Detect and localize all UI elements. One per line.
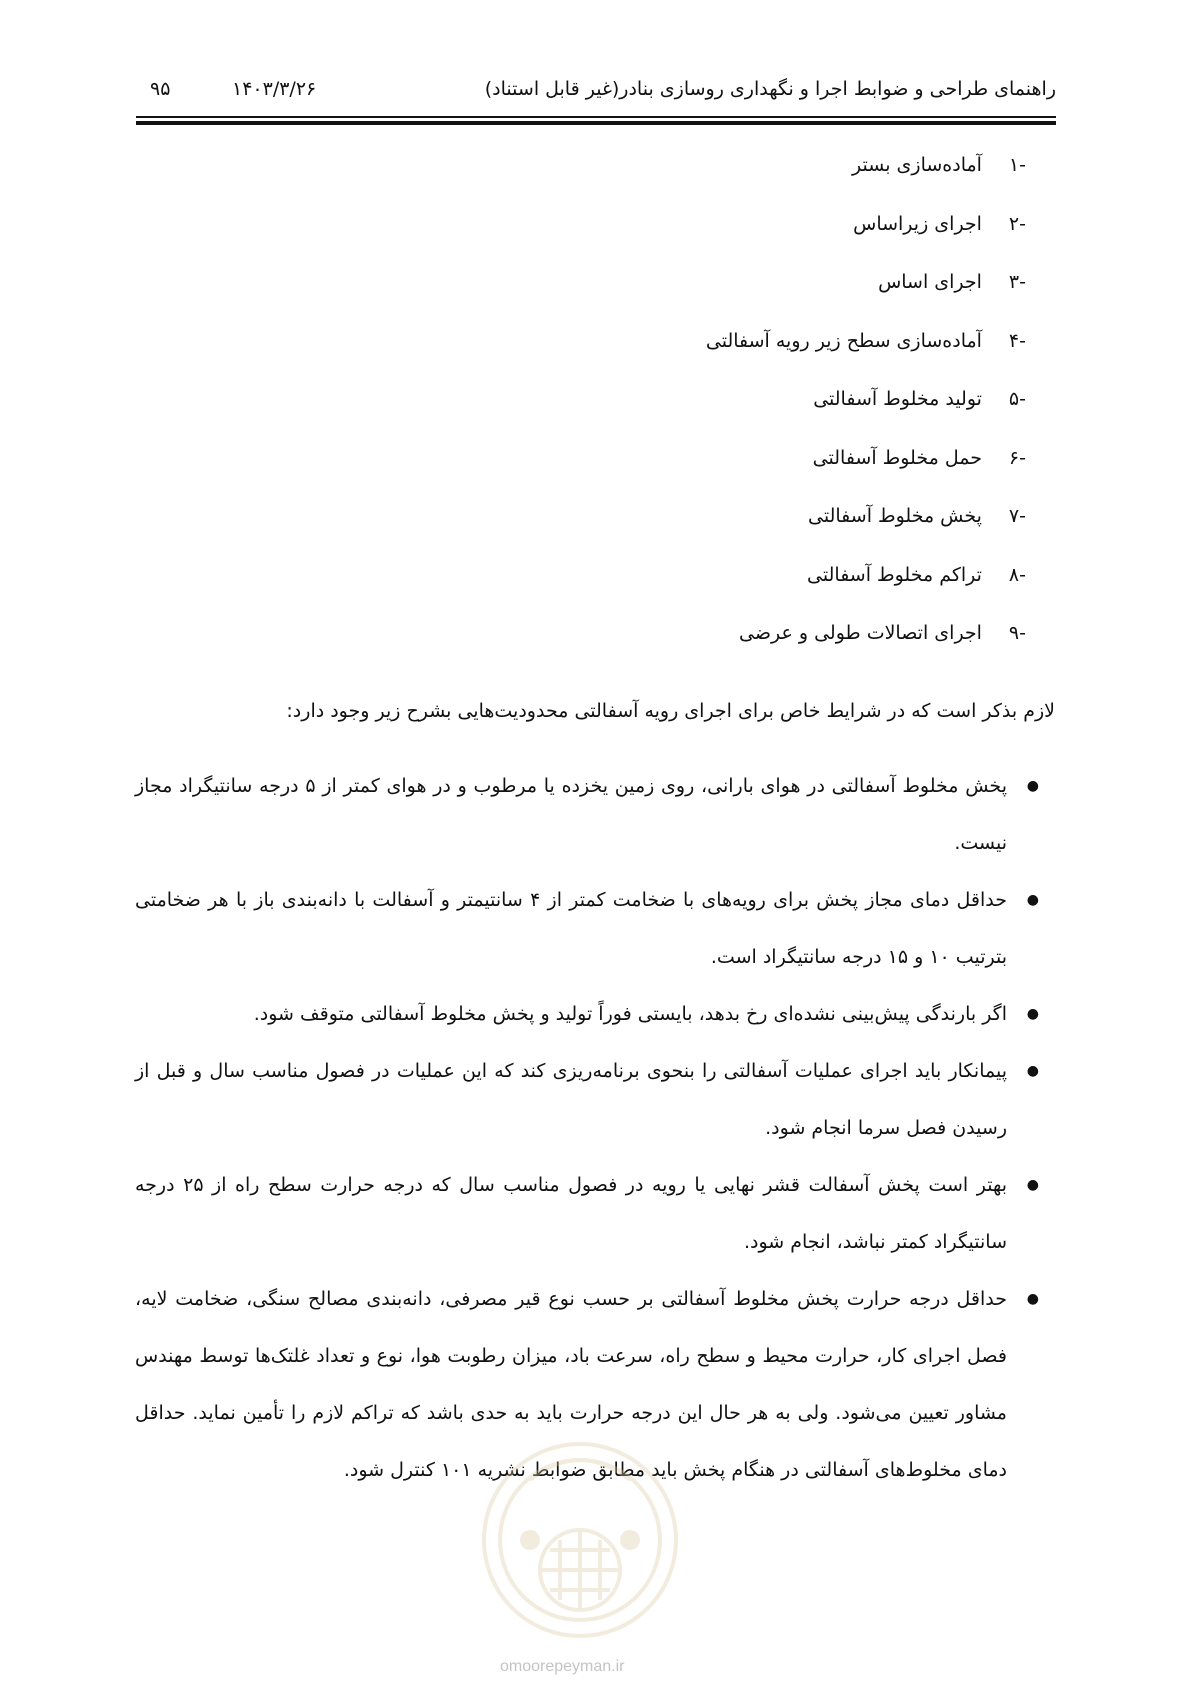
bullet-text: حداقل دمای مجاز پخش برای رویه‌های با ضخامت کمتر از ۴ سانتیمتر و آسفالت با دانه‌بندی باز با هر ضخامتی بترتیب ۱۰ و ۱۵ درجه سانتیگراد است. <box>135 889 1007 968</box>
construction-steps-list <box>426 148 1026 675</box>
header-rule-thick <box>136 121 1056 125</box>
bullet-text: پیمانکار باید اجرای عملیات آسفالتی را بنحوی برنامه‌ریزی کند که این عملیات در فصول مناسب سال و قبل از رسیدن فصل سرما انجام شود. <box>135 1060 1007 1139</box>
step-number: -۲ <box>1008 212 1026 235</box>
step-text: آماده‌سازی بستر <box>852 154 982 176</box>
list-item <box>135 986 1055 1043</box>
step-text: اجرای زیراساس <box>853 212 982 235</box>
step-item <box>426 148 1026 207</box>
step-item <box>426 441 1026 500</box>
bullet-icon: ● <box>1026 778 1039 794</box>
step-item <box>426 499 1026 558</box>
step-text: اجرای اتصالات طولی و عرضی <box>739 622 982 644</box>
step-number: -۵ <box>1008 388 1026 410</box>
bullet-icon: ● <box>1026 1177 1039 1193</box>
header-title: راهنمای طراحی و ضوابط اجرا و نگهداری روسازی بنادر(غیر قابل استناد) <box>484 78 1056 100</box>
step-text: تراکم مخلوط آسفالتی <box>807 563 982 586</box>
header-page-number: ۹۵ <box>150 78 171 100</box>
bullet-icon: ● <box>1026 1063 1039 1079</box>
bullet-text: بهتر است پخش آسفالت قشر نهایی یا رویه در فصول مناسب سال که درجه حرارت سطح راه از ۲۵ درجه سانتیگراد کمتر نباشد، انجام شود. <box>135 1174 1008 1253</box>
list-item <box>135 872 1055 986</box>
page-header <box>136 74 1056 114</box>
step-item <box>426 265 1026 324</box>
intro-paragraph: لازم بذکر است که در شرایط خاص برای اجرای رویه آسفالتی محدودیت‌هایی بشرح زیر وجود دارد: <box>286 700 1055 722</box>
step-item <box>426 558 1026 617</box>
step-text: آماده‌سازی سطح زیر رویه آسفالتی <box>705 329 982 352</box>
bullet-icon: ● <box>1026 892 1039 908</box>
limitations-list <box>135 758 1055 1499</box>
step-item <box>426 616 1026 675</box>
bullet-text: حداقل درجه حرارت پخش مخلوط آسفالتی بر حسب نوع قیر مصرفی، دانه‌بندی مصالح سنگی، ضخامت لایه، فصل اجرای کار، حرارت محیط و سطح راه، سرعت باد، میزان رطوبت هوا، نوع و تعداد غلتک‌ها توسط مهندس مشاور تعیین می‌شود. ولی به هر حال این درجه حرارت باید به حدی باشد که تراکم لازم را تأمین نماید. حداقل دمای مخلوط‌های آسفالتی در هنگام پخش باید مطابق ضوابط نشریه ۱۰۱ کنترل شود. <box>135 1288 1007 1481</box>
list-item <box>135 1043 1055 1157</box>
step-text: اجرای اساس <box>878 271 982 293</box>
step-number: -۳ <box>1008 271 1026 293</box>
step-number: -۴ <box>1008 329 1026 352</box>
watermark-text: omoorepeyman.ir <box>500 1658 625 1675</box>
step-text: تولید مخلوط آسفالتی <box>813 388 982 410</box>
bullet-icon: ● <box>1026 1006 1039 1022</box>
step-item <box>426 207 1026 266</box>
step-item <box>426 324 1026 383</box>
bullet-icon: ● <box>1026 1291 1039 1307</box>
step-item <box>426 382 1026 441</box>
header-rule-thin <box>136 116 1056 118</box>
header-date: ۱۴۰۳/۳/۲۶ <box>232 78 317 100</box>
step-number: -۷ <box>1008 505 1026 527</box>
step-number: -۹ <box>1008 622 1026 644</box>
watermark-logo-icon <box>470 1420 690 1660</box>
bullet-text: اگر بارندگی پیش‌بینی نشده‌ای رخ بدهد، بایستی فوراً تولید و پخش مخلوط آسفالتی متوقف شود. <box>253 1003 1007 1025</box>
step-text: پخش مخلوط آسفالتی <box>808 505 982 527</box>
step-number: -۱ <box>1008 154 1026 176</box>
step-number: -۶ <box>1008 446 1026 469</box>
bullet-text: پخش مخلوط آسفالتی در هوای بارانی، روی زمین یخزده یا مرطوب و در هوای کمتر از ۵ درجه سانتیگراد مجاز نیست. <box>135 775 1007 854</box>
step-text: حمل مخلوط آسفالتی <box>812 446 982 469</box>
step-number: -۸ <box>1008 563 1026 586</box>
list-item <box>135 758 1055 872</box>
list-item <box>135 1157 1055 1271</box>
